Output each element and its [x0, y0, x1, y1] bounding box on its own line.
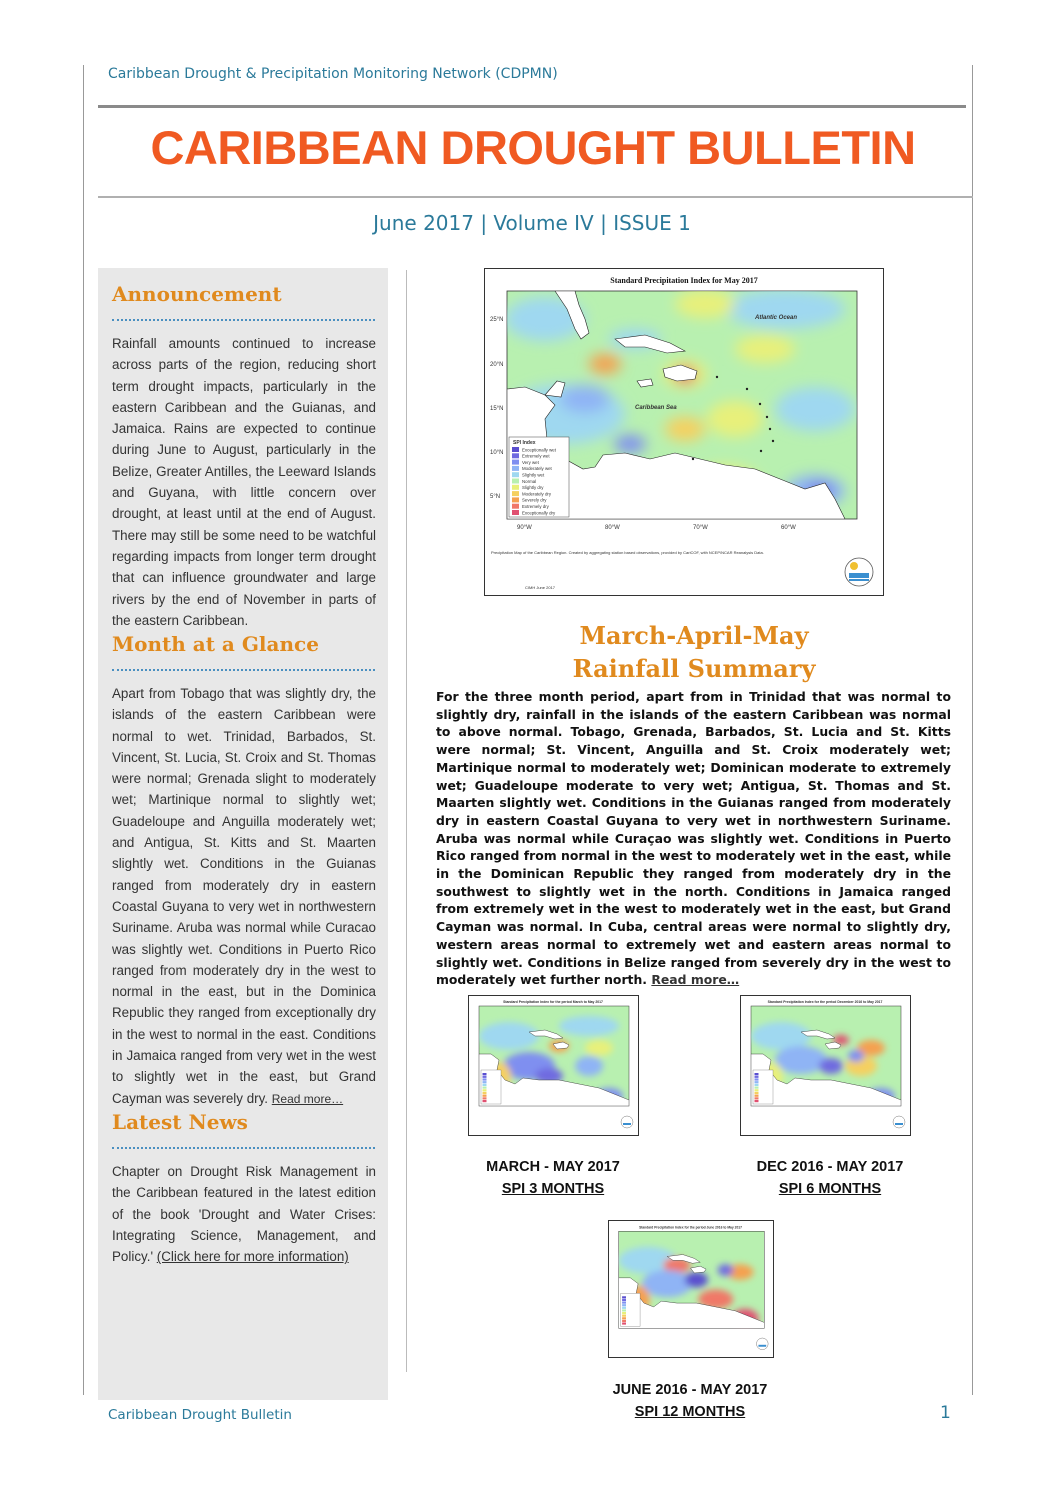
map-footnote: Precipitation Map of the Caribbean Region. Created by aggregating station based observations, provided by CariCOF, with NCEP/NCAR Reanalysis Data.: [491, 550, 764, 555]
lon-label-3: 70°W: [693, 525, 708, 531]
glance-text: Apart from Tobago that was slightly dry, the islands of the eastern Caribbean were normal to wet. Trinidad, Barbados, St. Vincent, St. Lucia, St. Croix and St. Thomas were normal; Grenada slight to moderately wet; Martinique normal to slightly wet; Guadeloupe and Anguilla moderately wet; and Antigua, St. Kitts and St. Maarten slightly wet. Conditions in the Guianas ranged from moderately dry in eastern Coastal Guyana to very wet in northwestern Suriname. Aruba was normal while Curacao was slightly wet. Conditions in Puerto Rico ranged from moderately dry in the west to normal in the east, but in the Dominica Republic they ranged from exceptionally dry in the west to normal in the east. Conditions in Jamaica ranged from very wet in the west to slightly wet in the east, but Grand Cayman was severely dry. Read more…: [112, 686, 376, 1106]
lon-label-1: 90°W: [517, 525, 532, 531]
spi-12-month-map-title: Standard Precipitation Index for the period June 2016 to May 2017: [639, 1225, 742, 1230]
issue-line: June 2017 | Volume IV | ISSUE 1: [373, 211, 691, 235]
org-name: Caribbean Drought & Precipitation Monitoring Network (CDPMN): [108, 66, 558, 82]
lat-label-5: 5°N: [490, 494, 501, 500]
legend-swatch-6: [512, 485, 519, 490]
spi-legend: [509, 437, 569, 517]
summary-title-line2: Rainfall Summary: [572, 654, 816, 683]
legend-label-3: Moderately wet: [522, 466, 552, 472]
spi-may-map-graphic: [485, 269, 883, 595]
announcement-text: Rainfall amounts continued to increase across parts of the region, reducing short term drought impacts, particularly in the eastern Caribbean and the Guianas, and Jamaica. Rains are expected to continue during June to August, particularly in the Belize, Greater Antilles, the Leeward Islands and Guyana, with little concern over drought, at least until at the end of August. There may still be some need to be watchful regarding impacts from longer term drought that can influence groundwater and large rivers by the end of November in parts of the eastern Caribbean.: [112, 336, 376, 628]
spi-6-month-map-title: Standard Precipitation Index for the period December 2016 to May 2017: [767, 1000, 883, 1004]
spi-12-month-map: [608, 1220, 774, 1358]
news-click-here-link[interactable]: (Click here for more information): [156, 1249, 349, 1265]
legend-swatch-4: [512, 472, 519, 477]
spi-3-month-map-title: Standard Precipitation Index for the period March to May 2017: [503, 1000, 603, 1004]
lat-label-1: 25°N: [490, 317, 504, 323]
sea-label: Caribbean Sea: [635, 405, 677, 411]
spi-3-month-caption: [453, 1156, 653, 1200]
news-divider: [112, 1147, 375, 1149]
legend-swatch-10: [512, 510, 519, 515]
lat-label-3: 15°N: [490, 406, 504, 412]
cimh-logo: [845, 558, 873, 586]
summary-title: [436, 619, 952, 685]
summary-text: For the three month period, apart from in Trinidad that was normal to slightly dry, rainfall in the islands of the eastern Caribbean was normal to above normal. Tobago, Grenada, Barbados, St. Lucia and St. Kitts were normal; St. Vincent, Anguilla and St. Croix moderately wet; Martinique normal to moderately wet; Dominican moderate to extremely wet; Guadeloupe moderate to very wet; Antigua, St. Thomas and St. Maarten slightly wet. Conditions in the Guianas ranged from moderately dry in eastern Coastal Guyana to very wet in northwestern Suriname. Aruba was normal while Curaçao was slightly wet. Conditions in Puerto Rico ranged from normal in the west to moderately wet in the east, while in the Dominican Republic they ranged from moderately dry in the southwest to slightly wet in the north. Conditions in Jamaica ranged from extremely wet in the west to moderately wet in the east, but Grand Cayman was normal. In Cuba, central areas were normal to slightly dry, western areas normal to extremely wet and eastern areas normal to slightly wet. Conditions in Belize ranged from severely dry in the west to moderately wet further north. Read more…: [436, 689, 951, 988]
spi-3-month-map-graphic: [469, 996, 638, 1135]
legend-label-2: Very wet: [522, 459, 539, 465]
spi-12-month-map-graphic: [609, 1221, 773, 1357]
legend-label-1: Extremely wet: [522, 453, 550, 459]
glance-heading: Month at a Glance: [112, 632, 319, 656]
announcement-divider: [112, 319, 375, 321]
news-text: Chapter on Drought Risk Management in the Caribbean featured in the latest edition of the book 'Drought and Water Crises: Integrating Science, Management, and Policy.' (Click here for more information): [112, 1164, 376, 1265]
legend-swatch-7: [512, 491, 519, 496]
lat-label-2: 20°N: [490, 362, 504, 368]
spi-3-month-label: SPI 3 MONTHS: [501, 1181, 605, 1197]
glance-divider: [112, 669, 375, 671]
news-heading: Latest News: [112, 1110, 248, 1134]
legend-swatch-9: [512, 504, 519, 509]
legend-label-8: Severely dry: [522, 497, 547, 503]
spi-12-month-caption: [575, 1379, 805, 1423]
column-divider: [406, 270, 407, 1372]
spi-may-map: [484, 268, 884, 596]
legend-swatch-1: [512, 453, 519, 458]
header-rule-bottom: [98, 196, 973, 198]
legend-label-9: Extremely dry: [522, 504, 549, 509]
page-title: CARIBBEAN DROUGHT BULLETIN: [150, 121, 916, 174]
header-rule-top: [98, 105, 966, 108]
map-title: Standard Precipitation Index for May 2017: [610, 276, 758, 285]
spi-12-month-label: SPI 12 MONTHS: [634, 1404, 746, 1420]
summary-read-more-link[interactable]: Read more…: [651, 972, 740, 988]
spi-3-month-period: MARCH - MAY 2017: [486, 1159, 620, 1175]
legend-label-5: Normal: [522, 478, 537, 484]
spi-12-month-period: JUNE 2016 - MAY 2017: [612, 1382, 768, 1398]
spi-6-month-label: SPI 6 MONTHS: [778, 1181, 882, 1197]
spi-6-month-caption: [715, 1156, 945, 1200]
legend-label-0: Exceptionally wet: [522, 447, 556, 453]
page-number: 1: [940, 1403, 951, 1423]
spi-3-month-map: [468, 995, 639, 1136]
legend-swatch-0: [512, 447, 519, 452]
legend-label-10: Exceptionally dry: [522, 510, 556, 516]
left-border: [83, 65, 84, 1395]
legend-swatch-2: [512, 460, 519, 465]
legend-label-6: Slightly dry: [522, 485, 544, 491]
right-border: [972, 65, 973, 1395]
lon-label-2: 80°W: [605, 525, 620, 531]
map-credit: CIMH June 2017: [525, 585, 556, 590]
spi-6-month-map: [740, 995, 911, 1136]
lat-label-4: 10°N: [490, 450, 504, 456]
spi-6-month-map-graphic: [741, 996, 910, 1135]
legend-label-7: Moderately dry: [522, 491, 552, 497]
ocean-label: Atlantic Ocean: [755, 315, 798, 321]
legend-label-4: Slightly wet: [522, 472, 545, 478]
legend-title: SPI Index: [513, 440, 536, 446]
legend-swatch-8: [512, 497, 519, 502]
spi-6-month-period: DEC 2016 - MAY 2017: [756, 1159, 904, 1175]
footer-title: Caribbean Drought Bulletin: [108, 1407, 292, 1423]
announcement-heading: Announcement: [112, 282, 282, 306]
lon-label-4: 60°W: [781, 525, 796, 531]
summary-title-line1: March-April-May: [579, 621, 809, 650]
glance-read-more-link[interactable]: Read more…: [271, 1091, 344, 1106]
legend-swatch-5: [512, 479, 519, 484]
legend-swatch-3: [512, 466, 519, 471]
